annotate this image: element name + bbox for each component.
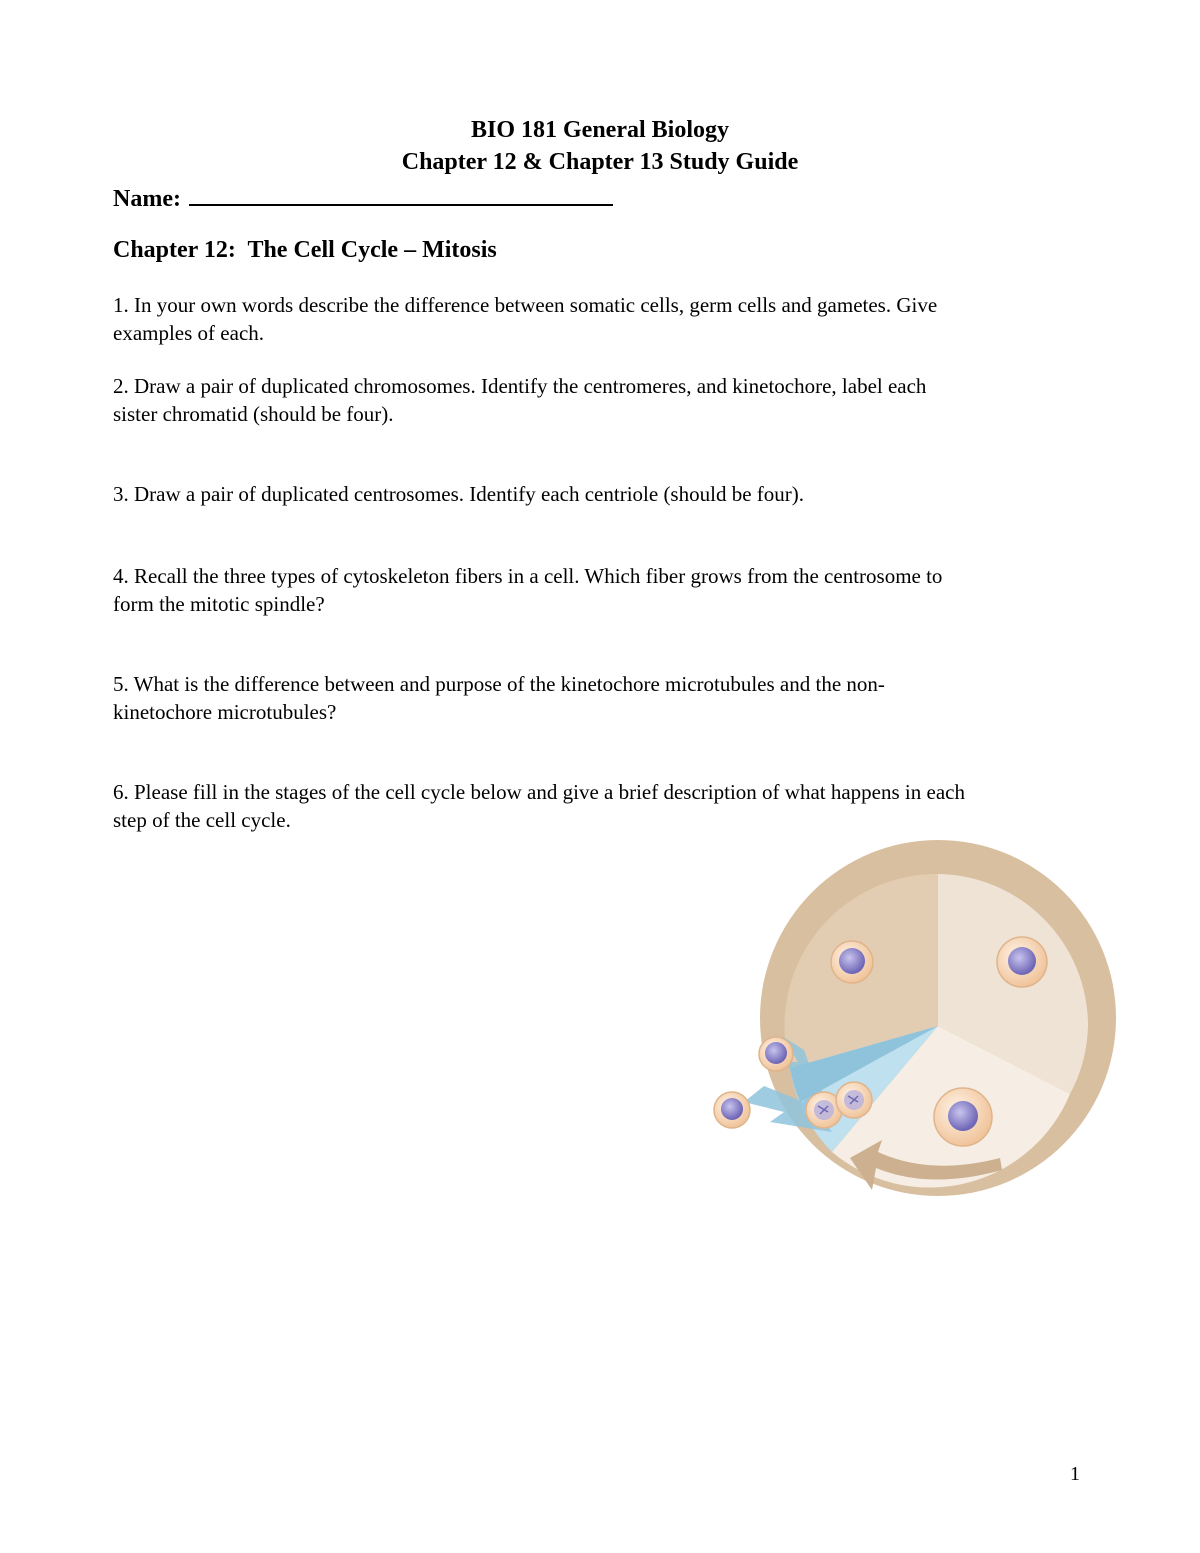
cell-cycle-diagram [700,840,1130,1215]
course-title: BIO 181 General Biology [471,117,729,143]
guide-title: Chapter 12 & Chapter 13 Study Guide [401,149,799,175]
question-6: 6. Please fill in the stages of the cell cycle below and give a brief description of what happens in each step of the cell cycle. [113,780,965,832]
cell-icon [714,1092,750,1128]
cell-icon [997,937,1047,987]
question-2: 2. Draw a pair of duplicated chromosomes. Identify the centromeres, and kinetochore, label each sister chromatid (should be four). [113,374,927,426]
page-number: 1 [1070,1463,1080,1485]
question-4: 4. Recall the three types of cytoskeleton fibers in a cell. Which fiber grows from the centrosome to form the mitotic spindle? [113,564,943,616]
name-field[interactable] [113,182,613,215]
chapter-heading: Chapter 12: The Cell Cycle – Mitosis [113,237,497,263]
question-5: 5. What is the difference between and purpose of the kinetochore microtubules and the non- kinetochore microtubules? [113,672,885,724]
name-label: Name: [113,186,181,212]
cell-icon [831,941,873,983]
cell-icon [759,1037,793,1071]
cell-icon [934,1088,992,1146]
question-1: 1. In your own words describe the difference between somatic cells, germ cells and gametes. Give examples of each. [113,293,938,345]
name-blank-line[interactable] [189,182,613,206]
question-3: 3. Draw a pair of duplicated centrosomes. Identify each centriole (should be four). [113,482,804,506]
